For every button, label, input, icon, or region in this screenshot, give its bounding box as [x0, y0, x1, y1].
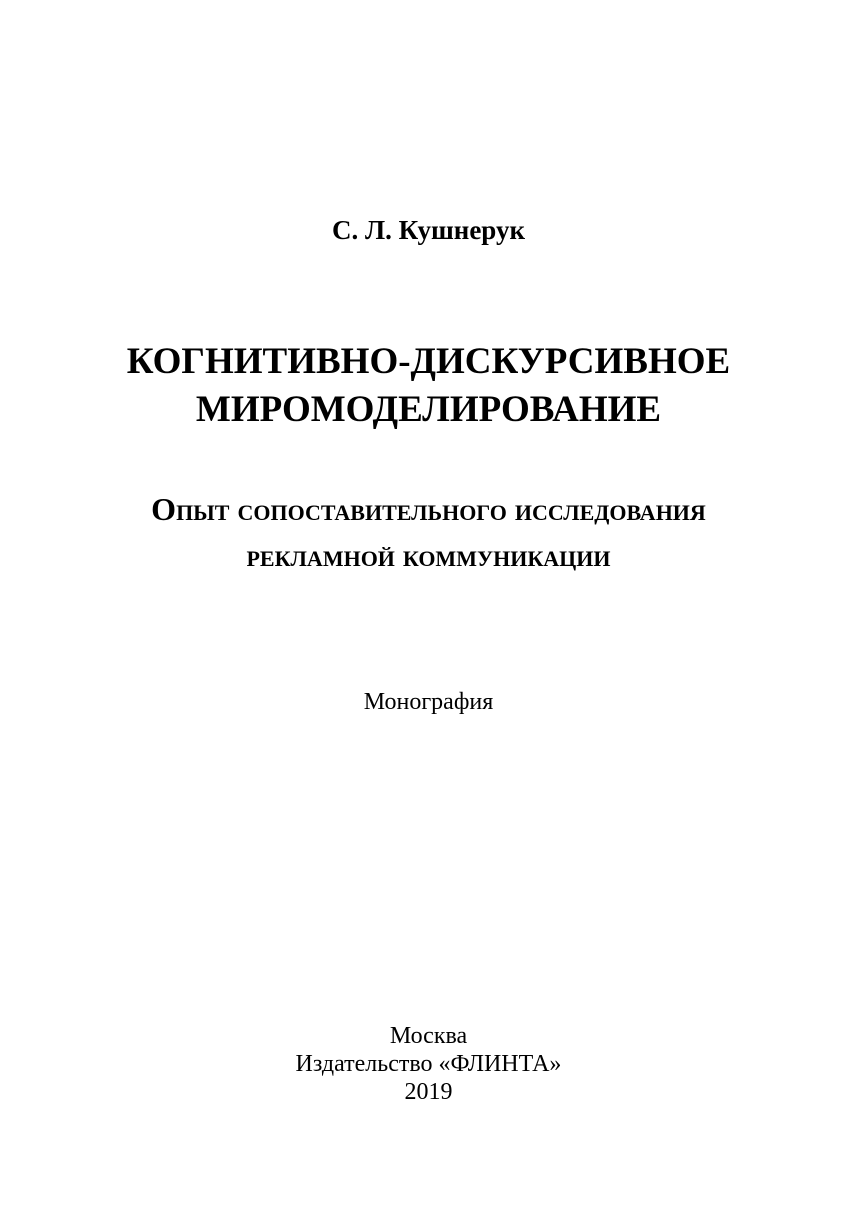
book-subtitle — [0, 486, 857, 578]
book-title-line-1: КОГНИТИВНО-ДИСКУРСИВНОЕ — [126, 341, 731, 382]
author-name: С. Л. Кушнерук — [331, 215, 526, 245]
imprint-city: Москва — [389, 1023, 468, 1049]
book-title-line-2: МИРОМОДЕЛИРОВАНИЕ — [195, 389, 662, 430]
imprint — [0, 1022, 857, 1106]
imprint-publisher: Издательство «ФЛИНТА» — [295, 1051, 562, 1077]
publication-genre: Монография — [363, 689, 494, 715]
book-subtitle-line-1: Опыт сопоставительного исследования — [151, 491, 706, 527]
book-title — [0, 338, 857, 434]
imprint-year: 2019 — [404, 1079, 453, 1105]
book-subtitle-line-2: рекламной коммуникации — [246, 537, 611, 573]
